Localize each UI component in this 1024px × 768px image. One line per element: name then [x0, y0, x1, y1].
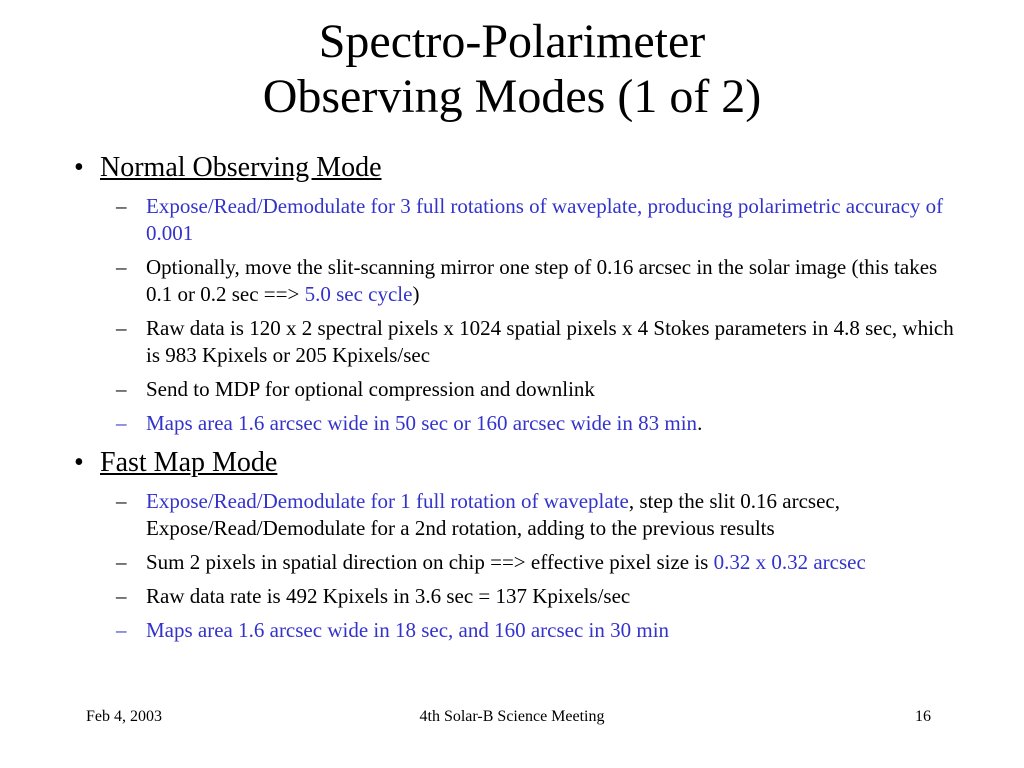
item-text: Maps area 1.6 arcsec wide in 50 sec or 160 arcsec wide in 83 min	[146, 411, 698, 435]
dash-icon: –	[116, 316, 127, 340]
slide-title-line-1: Spectro-Polarimeter	[318, 15, 706, 68]
item-highlight: 5.0 sec cycle	[304, 282, 413, 306]
section-items	[74, 193, 964, 437]
footer-event: 4th Solar-B Science Meeting	[419, 708, 605, 725]
item-text-end: .	[697, 411, 703, 435]
section-normal-observing-mode	[74, 152, 964, 184]
list-item	[74, 617, 964, 644]
bullet-icon: •	[74, 152, 84, 183]
item-text: Optionally, move the slit-scanning mirror one step of 0.16 arcsec in the solar image (this takes 0.1 or 0.2 sec ==>	[146, 255, 938, 306]
slide-body	[74, 152, 964, 644]
list-item	[74, 583, 964, 610]
section-items	[74, 488, 964, 644]
section-heading: Normal Observing Mode	[100, 152, 382, 183]
list-item	[74, 193, 964, 247]
dash-icon: –	[116, 584, 127, 608]
dash-icon: –	[116, 618, 127, 642]
footer-date: Feb 4, 2003	[86, 708, 162, 725]
slide-title-line-2: Observing Modes (1 of 2)	[262, 70, 762, 123]
section-fast-map-mode	[74, 447, 964, 479]
list-item	[74, 549, 964, 576]
item-text: , step the slit 0.16 arcsec, Expose/Read/Demodulate for a 2nd rotation, adding to the previous results	[146, 489, 840, 540]
item-text: Send to MDP for optional compression and downlink	[146, 377, 595, 401]
item-text: Expose/Read/Demodulate for 3 full rotations of waveplate, producing polarimetric accuracy of 0.001	[146, 194, 944, 245]
bullet-icon: •	[74, 447, 84, 478]
dash-icon: –	[116, 550, 127, 574]
dash-icon: –	[116, 411, 127, 435]
dash-icon: –	[116, 377, 127, 401]
item-text: Raw data is 120 x 2 spectral pixels x 1024 spatial pixels x 4 Stokes parameters in 4.8 sec, which is 983 Kpixels or 205 Kpixels/sec	[146, 316, 954, 367]
item-text: Sum 2 pixels in spatial direction on chip ==> effective pixel size is	[146, 550, 714, 574]
footer-page-number: 16	[915, 708, 931, 725]
dash-icon: –	[116, 489, 127, 513]
section-heading: Fast Map Mode	[100, 447, 278, 478]
item-highlight: Expose/Read/Demodulate for 1 full rotation of waveplate	[146, 489, 629, 513]
list-item	[74, 410, 964, 437]
dash-icon: –	[116, 194, 127, 218]
item-highlight: 0.32 x 0.32 arcsec	[713, 550, 866, 574]
dash-icon: –	[116, 255, 127, 279]
slide-title	[0, 14, 1024, 124]
list-item	[74, 376, 964, 403]
item-text-end: )	[412, 282, 420, 306]
item-text: Maps area 1.6 arcsec wide in 18 sec, and 160 arcsec in 30 min	[146, 618, 670, 642]
list-item	[74, 315, 964, 369]
item-text: Raw data rate is 492 Kpixels in 3.6 sec = 137 Kpixels/sec	[146, 584, 631, 608]
list-item	[74, 254, 964, 308]
list-item	[74, 488, 964, 542]
